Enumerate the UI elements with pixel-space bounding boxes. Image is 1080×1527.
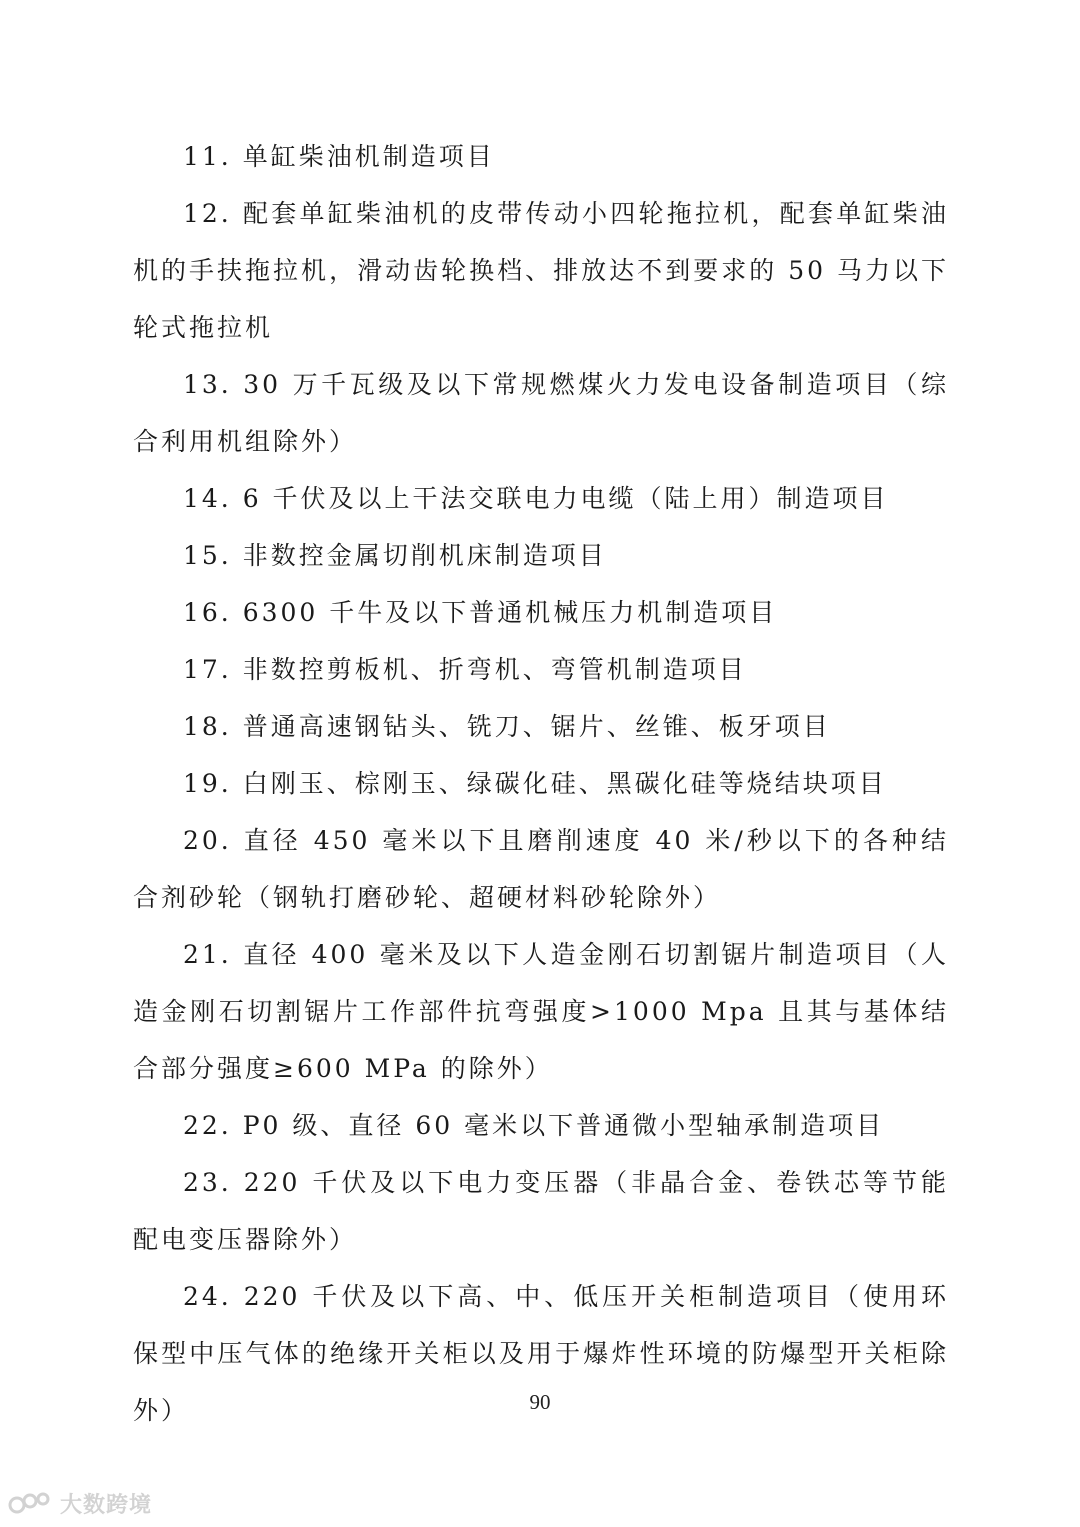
- brand-logo-icon: [8, 1490, 54, 1516]
- list-item: 13. 30 万千瓦级及以下常规燃煤火力发电设备制造项目（综合利用机组除外）: [133, 370, 949, 456]
- list-item: 23. 220 千伏及以下电力变压器（非晶合金、卷铁芯等节能配电变压器除外）: [133, 1168, 949, 1254]
- page-number: 90: [529, 1390, 551, 1414]
- list-item: 22. P0 级、直径 60 毫米以下普通微小型轴承制造项目: [183, 1111, 885, 1140]
- list-item: 15. 非数控金属切削机床制造项目: [183, 541, 607, 570]
- list-item: 24. 220 千伏及以下高、中、低压开关柜制造项目（使用环保型中压气体的绝缘开关柜以及用于爆炸性环境的防爆型开关柜除外）: [133, 1282, 949, 1425]
- list-item: 20. 直径 450 毫米以下且磨削速度 40 米/秒以下的各种结合剂砂轮（钢轨打磨砂轮、超硬材料砂轮除外）: [133, 826, 949, 912]
- list-item: 19. 白刚玉、棕刚玉、绿碳化硅、黑碳化硅等烧结块项目: [183, 769, 887, 798]
- list-item: 21. 直径 400 毫米及以下人造金刚石切割锯片制造项目（人造金刚石切割锯片工作部件抗弯强度>1000 Mpa 且其与基体结合部分强度≥600 MPa 的除外）: [133, 940, 949, 1083]
- watermark: [8, 1488, 152, 1518]
- list-item: 16. 6300 千牛及以下普通机械压力机制造项目: [183, 598, 778, 627]
- watermark-text: 大数跨境: [60, 1492, 153, 1518]
- list-item: 11. 单缸柴油机制造项目: [183, 142, 495, 171]
- list-item: 14. 6 千伏及以上干法交联电力电缆（陆上用）制造项目: [183, 484, 889, 513]
- list-item: 12. 配套单缸柴油机的皮带传动小四轮拖拉机，配套单缸柴油机的手扶拖拉机，滑动齿轮换档、排放达不到要求的 50 马力以下轮式拖拉机: [133, 199, 949, 342]
- list-item: 17. 非数控剪板机、折弯机、弯管机制造项目: [183, 655, 747, 684]
- list-item: 18. 普通高速钢钻头、铣刀、锯片、丝锥、板牙项目: [183, 712, 831, 741]
- document-body: [133, 128, 949, 1439]
